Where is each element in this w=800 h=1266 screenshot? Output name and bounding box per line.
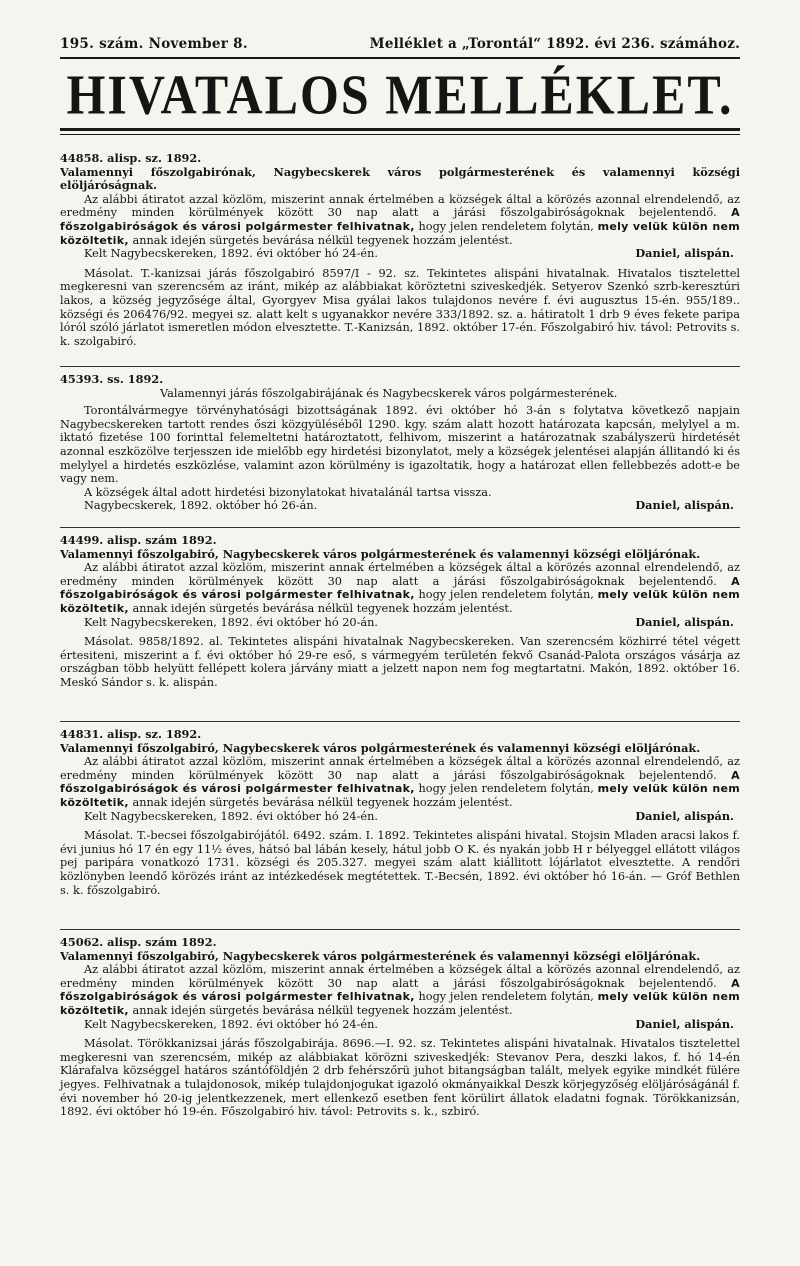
notice-copy: Másolat. 9858/1892. al. Tekintetes alispáni hivatalnak Nagybecskereken. Van szerencsém közhirré tétel végett értesiteni, miszerint a f. évi október hó 29-re eső, s vármegyém területén fekvő Csanád-Palota országos vásárja az országban több helyütt fellépett kolera járvány miatt a jelzett napon nem fog megtartatni. Makón, 1892. október 16. Meskó Sándor s. k. alispán. — [60, 635, 740, 689]
notice-text: hogy jelen rendeletem folytán, — [418, 990, 594, 1004]
notice-separator — [60, 721, 740, 722]
notice-body — [60, 755, 740, 809]
notice-body — [60, 561, 740, 615]
notice-signature: Daniel, alispán. — [635, 1016, 734, 1031]
notice-text: hogy jelen rendeletem folytán, — [418, 219, 594, 233]
notice-date-line — [60, 499, 740, 513]
notice-body-2: A községek által adott hirdetési bizonylatokat hivatalánál tartsa vissza. — [84, 485, 492, 499]
notice-date-line — [60, 247, 740, 261]
notice-signature: Daniel, alispán. — [635, 614, 734, 629]
page-title: HIVATALOS MELLÉKLET. — [66, 63, 734, 126]
notice-number: 44858. alisp. sz. 1892. — [60, 151, 202, 165]
notice-addressee: Valamennyi főszolgabirónak, Nagybecskerek város polgármesterének és valamennyi községi elöljáróságnak. — [60, 164, 740, 193]
notice-emphasis: A főszolgabiróságok és városi polgármester felhivatnak, — [60, 574, 740, 602]
notice-date: Kelt Nagybecskereken, 1892. évi október hó 24-én. — [84, 1017, 378, 1031]
notice-addressee: Valamennyi főszolgabiró, Nagybecskerek város polgármesterének és valamennyi községi elöljárónak. — [60, 948, 701, 963]
notice-emphasis: A főszolgabiróságok és városi polgármester felhivatnak, — [60, 976, 740, 1004]
notice-date-line — [60, 1018, 740, 1032]
notice-addressee: Valamennyi főszolgabiró, Nagybecskerek város polgármesterének és valamennyi községi elöljárónak. — [60, 740, 701, 755]
issue-info: 195. szám. November 8. — [60, 36, 248, 52]
notice-signature: Daniel, alispán. — [635, 808, 734, 823]
notice-45393 — [60, 373, 740, 513]
notice-text: Az alábbi átiratot azzal közlöm, miszerint annak értelmében a községek által a körözés azonnal elrendelendő, az eredmény minden körülmények között 30 nap alatt a járási főszolgabiróságoknak bejelentendő. — [60, 755, 740, 782]
notice-text: Az alábbi átiratot azzal közlöm, miszerint annak értelmében a községek által a körözés azonnal elrendelendő, az eredmény minden körülmények között 30 nap alatt a járási főszolgabiróságoknak bejelentendő. — [60, 561, 740, 588]
notice-body — [60, 963, 740, 1017]
notice-date-line — [60, 616, 740, 630]
notice-number: 45062. alisp. szám 1892. — [60, 935, 217, 949]
notice-44858 — [60, 152, 740, 348]
masthead — [60, 36, 740, 58]
notice-text: annak idején sürgetés bevárása nélkül tegyenek hozzám jelentést. — [132, 601, 513, 615]
notice-copy: Másolat. T.-becsei főszolgabirójától. 6492. szám. I. 1892. Tekintetes alispáni hivatal. Stojsin Mladen aracsi lakos f. évi junius hó 17 én egy 11½ éves, hátsó bal lábán kesely, hátul jobb O K. és nyakán jobb H r bélyeggel ellátott világos pej paripára vonatkozó 1731. községi és 205.327. megyei szám alatt kiállitott lójárlatot elvesztette. A rendőri közlönyben leendő körözés iránt az intézkedések megtétettek. T.-Becsén, 1892. évi október hó 16-án. — Gróf Bethlen s. k. főszolgabiró. — [60, 829, 740, 897]
notice-date: Kelt Nagybecskereken, 1892. évi október hó 24-én. — [84, 809, 378, 823]
notice-date: Nagybecskerek, 1892. október hó 26-án. — [84, 499, 318, 513]
notice-44831 — [60, 728, 740, 897]
title-rule-thin — [60, 134, 740, 135]
notice-text: annak idején sürgetés bevárása nélkül tegyenek hozzám jelentést. — [132, 1003, 513, 1017]
notice-addressee: Valamennyi főszolgabiró, Nagybecskerek város polgármesterének és valamennyi községi elöljárónak. — [60, 546, 701, 561]
notice-text: hogy jelen rendeletem folytán, — [418, 782, 594, 796]
notice-number: 44499. alisp. szám 1892. — [60, 533, 217, 547]
notice-text: Az alábbi átiratot azzal közlöm, miszerint annak értelmében a községek által a körözés azonnal elrendelendő, az eredmény minden körülmények között 30 nap alatt a járási főszolgabiróságoknak bejelentendő. — [60, 963, 740, 990]
notice-date: Kelt Nagybecskereken, 1892. évi október hó 24-én. — [84, 247, 378, 261]
header-rule — [60, 57, 740, 59]
notice-emphasis: mely velük külön nem közöltetik, — [60, 782, 740, 809]
notice-number: 45393. ss. 1892. — [60, 372, 164, 386]
notice-copy: Másolat. Törökkanizsai járás főszolgabirája. 8696.—I. 92. sz. Tekintetes alispáni hivatalnak. Hivatalos tisztelettel megkeresni van szerencsém, mikép az alábbiakat körözni sziveskedjék: Stevanov Pera, deszki lakos, f. hó 14-én Klárafalva községgel határos szántóföldjén 2 drb fehérszőrü juhot bitangságban talált, melyek egyike mindkét fülére jegyes. Felhivatnak a tulajdonosok, mikép tulajdonjogukat igazoló okmányaikkal Deszk körjegyzőség elöljáróságánál f. évi november hó 20-ig jelentkezzenek, mert ellenkező esetben fent körülirt állatok eladatni fognak. Törökkanizsán, 1892. évi október hó 19-én. Főszolgabiró hiv. távol: Petrovits s. k., szbiró. — [60, 1037, 740, 1119]
notice-copy: Másolat. T.-kanizsai járás főszolgabiró 8597/I - 92. sz. Tekintetes alispáni hivatalnak. Hivatalos tisztelettel megkeresni van szerencsém az iránt, mikép az alábbiakat köröztetni sziveskedjék. Setyerov Szenkó szrb-keresztúri lakos, a község jegyzősége által, Gyorgyev Misa gyálai lakos tulajdonos nevére f. évi augusztus 15-én. 955/189.. községi és 206476/92. megyei sz. alatt kelt s ugyanakkor nevére 333/1892. sz. a. hátiratolt 1 drb 9 éves fekete paripa lóról szóló járlatot ismeretlen módon elvesztette. T.-Kanizsán, 1892. október 17-én. Főszolgabiró hiv. távol: Petrovits s. k. szolgabiró. — [60, 266, 740, 348]
notice-44499 — [60, 534, 740, 690]
notice-text: annak idején sürgetés bevárása nélkül tegyenek hozzám jelentést. — [132, 233, 513, 247]
notice-body — [60, 193, 740, 247]
notice-separator — [60, 366, 740, 367]
notice-text: Az alábbi átiratot azzal közlöm, miszerint annak értelmében a községek által a körözés azonnal elrendelendő, az eredmény minden körülmények között 30 nap alatt a járási főszolgabiróságoknak bejelentendő. — [60, 192, 740, 220]
notice-date: Kelt Nagybecskereken, 1892. évi október hó 20-án. — [84, 615, 379, 629]
notice-emphasis: mely velük külön nem közöltetik, — [60, 588, 740, 615]
notice-signature: Daniel, alispán. — [635, 498, 734, 513]
supplement-info: Melléklet a „Torontál“ 1892. évi 236. számához. — [369, 36, 740, 52]
notice-emphasis: A főszolgabiróságok és városi polgármester felhivatnak, — [60, 768, 740, 796]
notice-date-line — [60, 810, 740, 824]
notice-number: 44831. alisp. sz. 1892. — [60, 727, 202, 741]
notice-emphasis: mely velük külön nem közöltetik, — [60, 990, 740, 1017]
notice-separator — [60, 929, 740, 930]
notice-45062 — [60, 936, 740, 1119]
notice-emphasis: A főszolgabiróságok és városi polgármester felhivatnak, — [60, 206, 740, 233]
notice-text: annak idején sürgetés bevárása nélkül tegyenek hozzám jelentést. — [132, 795, 513, 809]
notice-emphasis: mely velük külön nem közöltetik, — [60, 219, 740, 247]
notice-text: hogy jelen rendeletem folytán, — [418, 588, 594, 602]
notice-signature: Daniel, alispán. — [635, 246, 734, 261]
notice-addressee: Valamennyi járás főszolgabirájának és Nagybecskerek város polgármesterének. — [160, 386, 618, 400]
notice-separator — [60, 527, 740, 528]
notice-body: Torontálvármegye törvényhatósági bizottságának 1892. évi október hó 3-án s folytatva következő napjain Nagybecskereken tartott rendes őszi közgyüléséből 1290. kgy. szám alatt hozott határozata kapcsán, melylyel a m. iktató fizetése 100 forinttal felemeltetni határoztatott, felhivom, miszerint a határozatnak szabályszerü hirdetését azonnal eszközölve terjesszen ide mielőbb egy hirdetési bizonylatot, mely a községek jelentései alapján állitandó ki és melylyel a hirdetés eszközlése, valamint azon körülmény is igazoltatik, hogy a határozat ellen fellebbezés adott-e be vagy nem. — [60, 404, 740, 486]
title-rule-thick — [60, 128, 740, 131]
